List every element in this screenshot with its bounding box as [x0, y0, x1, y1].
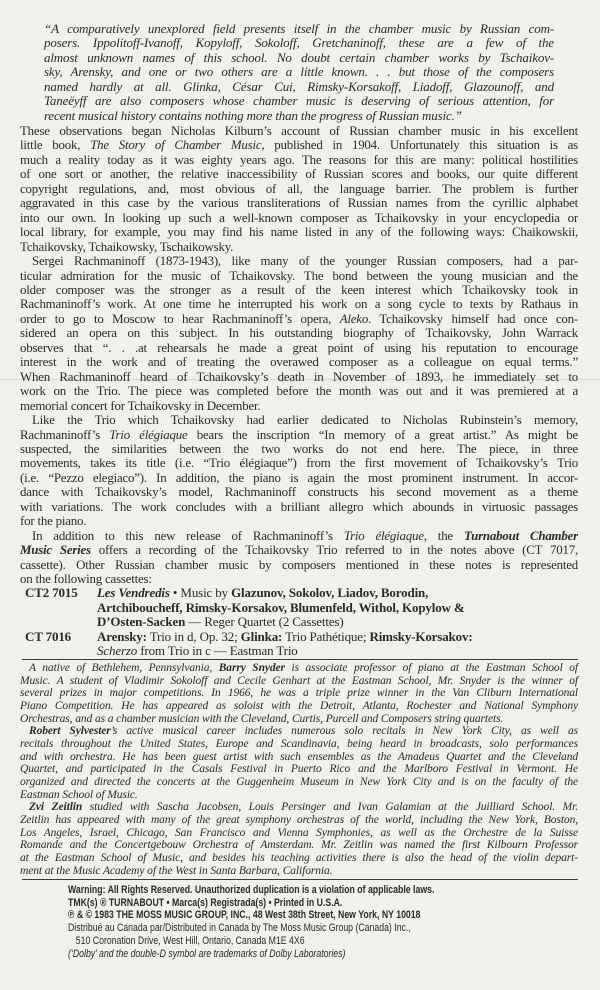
cassette-list [25, 586, 570, 659]
trademark-text: TMK(s) ® TURNABOUT • Marca(s) Registrada(s) • Printed in U.S.A. [68, 896, 343, 909]
text-line [20, 471, 578, 485]
text-run: The Story of Chamber Music [90, 138, 262, 153]
copyright-text: ℗ & © 1983 THE MOSS MUSIC GROUP, INC., 48 West 38th Street, New York, NY 10018 [68, 909, 421, 922]
text-line [44, 94, 554, 108]
text-line [20, 662, 578, 675]
text-line [20, 839, 578, 852]
text-run: aggravated in this case by the various transliterations of Russian names from the cyrillic alphabet [20, 196, 578, 211]
text-run: • Music by [169, 585, 232, 600]
text-run: Les Vendredis [97, 585, 170, 600]
text-line [20, 428, 578, 442]
text-run: cassette). Other Russian chamber music by composers mentioned in these notes is represented [20, 557, 578, 572]
divider [22, 659, 578, 660]
text-line [44, 36, 554, 50]
text-line [97, 601, 570, 616]
text-run: Taneëyff are also composers whose chamber music is deserving of serious attention, for [44, 93, 554, 109]
text-line [20, 713, 578, 726]
text-run: Zvi Zeitlin [29, 801, 83, 814]
paragraph [20, 801, 578, 877]
paragraph [20, 124, 578, 254]
text-line [20, 182, 578, 196]
text-line [20, 763, 578, 776]
text-run: Trio in d, Op. 32; [146, 628, 241, 644]
text-run: Aleko [339, 311, 369, 326]
text-run: A native of Bethlehem, Pennsylvania, [29, 662, 219, 674]
divider [22, 879, 578, 880]
text-line [20, 801, 578, 814]
paragraph [20, 725, 578, 801]
text-line [20, 297, 578, 311]
text-run: Tchaikovsky, Tchaikowsky, Tschaikowsky. [20, 239, 234, 254]
text-run: recitals throughout the United States, Europe and Scandinavia, being heard in broadcasts, solo performances [20, 737, 578, 750]
text-run: , published in 1904. Unfortunately this situation is as [261, 138, 578, 153]
text-line [20, 814, 578, 827]
paragraph [20, 413, 578, 529]
text-line [20, 399, 578, 413]
text-run: named hardly at all. Glinka, César Cui, Rimsky-Korsakoff, Liadoff, Glazounoff, and [44, 78, 554, 94]
text-line [20, 456, 578, 470]
text-run: from Trio in c — Eastman Trio [137, 643, 298, 659]
text-line [20, 326, 578, 340]
text-run: movements, takes its title (i.e. “Trio élégiaque”) from the first movement of Tchaikovsky’s Trio [20, 456, 578, 471]
opening-quote [44, 22, 554, 123]
text-run: Trio élégiaque [343, 528, 424, 543]
text-line [97, 586, 570, 601]
text-line [20, 312, 578, 326]
canada-address-text: 510 Coronation Drive, West Hill, Ontario, Canada M1E 4X6 [75, 934, 305, 947]
text-line [20, 751, 578, 764]
text-run: Scherzo [97, 643, 138, 659]
text-line [20, 738, 578, 751]
text-run: Rachmaninoff’s work. At one time he interrupted his work on a song cycle to texts by Rathaus in [20, 297, 578, 312]
text-run: Los Angeles, Israel, Chicago, San Francisco and Vienna Symphonies, as well as the Orchestre de la Suisse [20, 826, 578, 839]
text-line [20, 413, 578, 427]
text-run: ’s active musical career includes numerous solo recitals in New York City, as well as [110, 725, 578, 738]
text-run: Music Series [20, 543, 91, 558]
text-run: sky, Arensky, and one or two others are a little known. . . but those of the composers [44, 64, 554, 80]
text-line [20, 529, 578, 543]
text-line [20, 485, 578, 499]
liner-notes-body [20, 124, 578, 587]
text-line [44, 80, 554, 94]
text-run: sidered an opera on this subject. In his outstanding biography of Tchaikovsky, John Warrack [20, 326, 578, 341]
text-run: Eastman School of Music. [20, 788, 138, 801]
cassette-contents [97, 586, 570, 630]
text-line [20, 789, 578, 802]
paragraph [20, 254, 578, 413]
warning-text: Warning: All Rights Reserved. Unauthorized duplication is a violation of applicable laws. [68, 884, 435, 896]
text-run: Robert Sylvester [29, 725, 111, 738]
text-line [20, 240, 578, 254]
text-line [20, 500, 578, 514]
text-line [20, 355, 578, 369]
text-run: Like the Trio which Tchaikovsky had earlier dedicated to Nicholas Rubinstein’s memory, [32, 413, 578, 428]
text-run: is associate professor of piano at the Eastman School of [284, 662, 578, 674]
text-line [20, 196, 578, 210]
text-run: into our own. In looking up such a well-known composer as Tchaikovsky in your encyclopedia or [20, 210, 578, 225]
text-run: Glazunov, Sokolov, Liadov, Borodin, [231, 585, 429, 600]
text-run: ment at the Music Academy of the West in Santa Barbara, California. [20, 864, 333, 877]
cassette-entry [25, 630, 570, 659]
text-line [44, 51, 554, 65]
text-line [44, 22, 554, 36]
text-run: Sergei Rachmaninoff (1873-1943), like many of the younger Russian composers, had a par- [32, 254, 578, 269]
artist-biographies [20, 662, 578, 877]
text-line [97, 615, 570, 630]
text-run: almost unknown names of this school. No doubt certain chamber works by Tschaikov- [44, 49, 554, 65]
text-line [44, 65, 554, 79]
text-line [20, 543, 578, 557]
text-run: recent musical history contains nothing more than the progress of Russian music.” [44, 107, 462, 123]
text-run: of one sort or another, the relative inaccessibility of Russian scores and books, our quite different [20, 167, 578, 182]
text-run: (i.e. “Pezzo elegiaco”). In addition, the piano is again the most prominent instrument. In accor- [20, 470, 578, 485]
canada-distribution-text: Distribué au Canada par/Distributed in Canada by The Moss Music Group (Canada) Inc., [68, 922, 411, 935]
text-run: local library, for example, you may find his name listed in any of the following ways: Chaikowskii, [20, 225, 578, 240]
text-run: organized and directed the concerts at the Guggenheim Museum in New York City and is on the faculty of the [20, 775, 578, 788]
text-line [20, 514, 578, 528]
text-run: Turnabout Chamber [463, 528, 578, 543]
cassette-entry [25, 586, 570, 630]
text-line [20, 865, 578, 878]
text-line [20, 827, 578, 840]
text-run: Orchestras, and as a chamber musician with the Cleveland, Curtis, Purcell and Composers string quartets. [20, 712, 504, 725]
text-line [20, 725, 578, 738]
text-run: suspected, the similarities between the two works do not end here. The piece, in three [20, 441, 578, 456]
text-run: observes that “. . .at rehearsals he made a great point of using his reputation to encourage [20, 340, 578, 355]
text-run: . Tchaikovsky himself had once con- [368, 311, 578, 326]
text-run: posers. Ippolitoff-Ivanoff, Kopyloff, Sokoloff, Gretchaninoff, these are a few of the [44, 35, 554, 51]
text-run: memorial concert for Tchaikovsky in December. [20, 398, 261, 413]
text-run: Romande and the Concertgebouw Orchestra of Amsterdam. Mr. Zeitlin was named the first Kilbourn Professor [20, 839, 578, 852]
text-run: offers a recording of the Tchaikovsky Trio referred to in the notes above (CT 7017, [90, 543, 578, 558]
text-line [97, 644, 570, 659]
text-run: Glinka: [240, 628, 283, 644]
text-line [20, 700, 578, 713]
text-run: Zeitlin has appeared with many of the great symphony orchestras of the world, including the New York, Boston, [20, 813, 578, 826]
cassette-contents [97, 630, 570, 659]
text-run: interest in the work and of treating the overawed composer as a colleague on equal terms.” [20, 355, 578, 370]
text-run: Rimsky-Korsakov: [369, 628, 473, 644]
text-run: ticular admiration for the music of Tchaikovsky. The bond between the young musician and the [20, 268, 578, 283]
text-run: copyright regulations, and, most obvious of all, the language barrier. The problem is further [20, 181, 578, 196]
catalog-number: CT2 7015 [25, 585, 78, 600]
text-run: order to go to Moscow to hear Rachmaninoff’s opera, [20, 311, 340, 326]
text-line [20, 225, 578, 239]
text-line [20, 138, 578, 152]
text-line [20, 687, 578, 700]
text-line [20, 852, 578, 865]
text-line [20, 167, 578, 181]
text-run: dance with Tchaikovsky’s model, Rachmaninoff constructs his second movement as a theme [20, 485, 578, 500]
text-run: bears the inscription “In memory of a great artist.” As might be [187, 427, 578, 442]
text-run: Rachmaninoff’s [20, 427, 110, 442]
text-run: Artchiboucheff, Rimsky-Korsakov, Blumenfeld, Withol, Kopylow & [97, 599, 465, 615]
paragraph [20, 529, 578, 587]
text-run: Arensky: [97, 628, 147, 644]
text-run: In addition to this new release of Rachmaninoff’s [32, 528, 344, 543]
text-run: little book, [20, 138, 91, 153]
text-line [20, 370, 578, 384]
text-run: Trio élégiaque [109, 427, 188, 442]
text-run: Trio Pathétique; [282, 628, 370, 644]
legal-footer [68, 884, 552, 960]
text-run: Quartet, and participated in the Casals Festival in Puerto Rico and the Marlboro Festival in Vermont. He [20, 763, 578, 776]
text-line [97, 630, 570, 645]
paragraph [20, 662, 578, 725]
text-line [20, 254, 578, 268]
text-line [20, 341, 578, 355]
text-line [20, 283, 578, 297]
text-line [20, 124, 578, 138]
text-run: much a reality today as it was eighty years ago. The reasons for this are many: political hostilities [20, 152, 578, 167]
text-run: at the Eastman School of Music, and besides his teaching activities there is also the head of the violin depart- [20, 851, 578, 864]
text-line [20, 211, 578, 225]
text-line [20, 558, 578, 572]
text-line [44, 109, 554, 123]
text-run: D’Osten-Sacken [97, 614, 186, 630]
text-run: and with orchestra. He has been guest artist with such ensembles as the Amadeus Quartet and the Cleveland [20, 750, 578, 763]
text-line [20, 384, 578, 398]
text-run: work on the Trio. The piece was completed before the month was out and it was premiered at a [20, 384, 578, 399]
text-run: with variations. The work concludes with a brilliant allegro which abounds in virtuosic passages [20, 499, 578, 514]
text-line [20, 675, 578, 688]
text-run: When Rachmaninoff heard of Tchaikovsky’s death in November of 1893, he immediately set to [20, 369, 578, 384]
text-run: , the [423, 528, 464, 543]
dolby-notice-text: (‘Dolby’ and the double-D symbol are trademarks of Dolby Laboratories) [68, 947, 346, 960]
text-run: These observations began Nicholas Kilburn’s account of Russian chamber music in his excellent [20, 124, 578, 138]
text-run: several prizes in major competitions. In 1966, he was a triple prize winner in the Van Cliburn International [20, 687, 578, 700]
text-run: studied with Sascha Jacobsen, Louis Persinger and Ivan Galamian at the Juilliard School. Mr. [82, 801, 578, 814]
text-run: Piano Competition. He has appeared as soloist with the Detroit, Atlanta, Rochester and National Symphony [20, 699, 578, 712]
text-run: Music. A student of Vladimir Sokoloff and Cecile Genhart at the Eastman School, Mr. Snyder is the winner of [20, 674, 578, 687]
text-line [20, 776, 578, 789]
catalog-number: CT 7016 [25, 628, 72, 644]
text-line [20, 269, 578, 283]
text-run: Barry Snyder [218, 662, 285, 674]
text-run: older composer was the stronger as a result of the keen interest which Tchaikovsky took in [20, 282, 578, 297]
text-run: for the piano. [20, 514, 87, 529]
text-run: — Reger Quartet (2 Cassettes) [185, 614, 344, 630]
text-line [20, 442, 578, 456]
text-run: on the following cassettes: [20, 572, 152, 587]
text-run: “A comparatively unexplored field presents itself in the chamber music by Russian com- [44, 21, 554, 36]
text-line [20, 153, 578, 167]
